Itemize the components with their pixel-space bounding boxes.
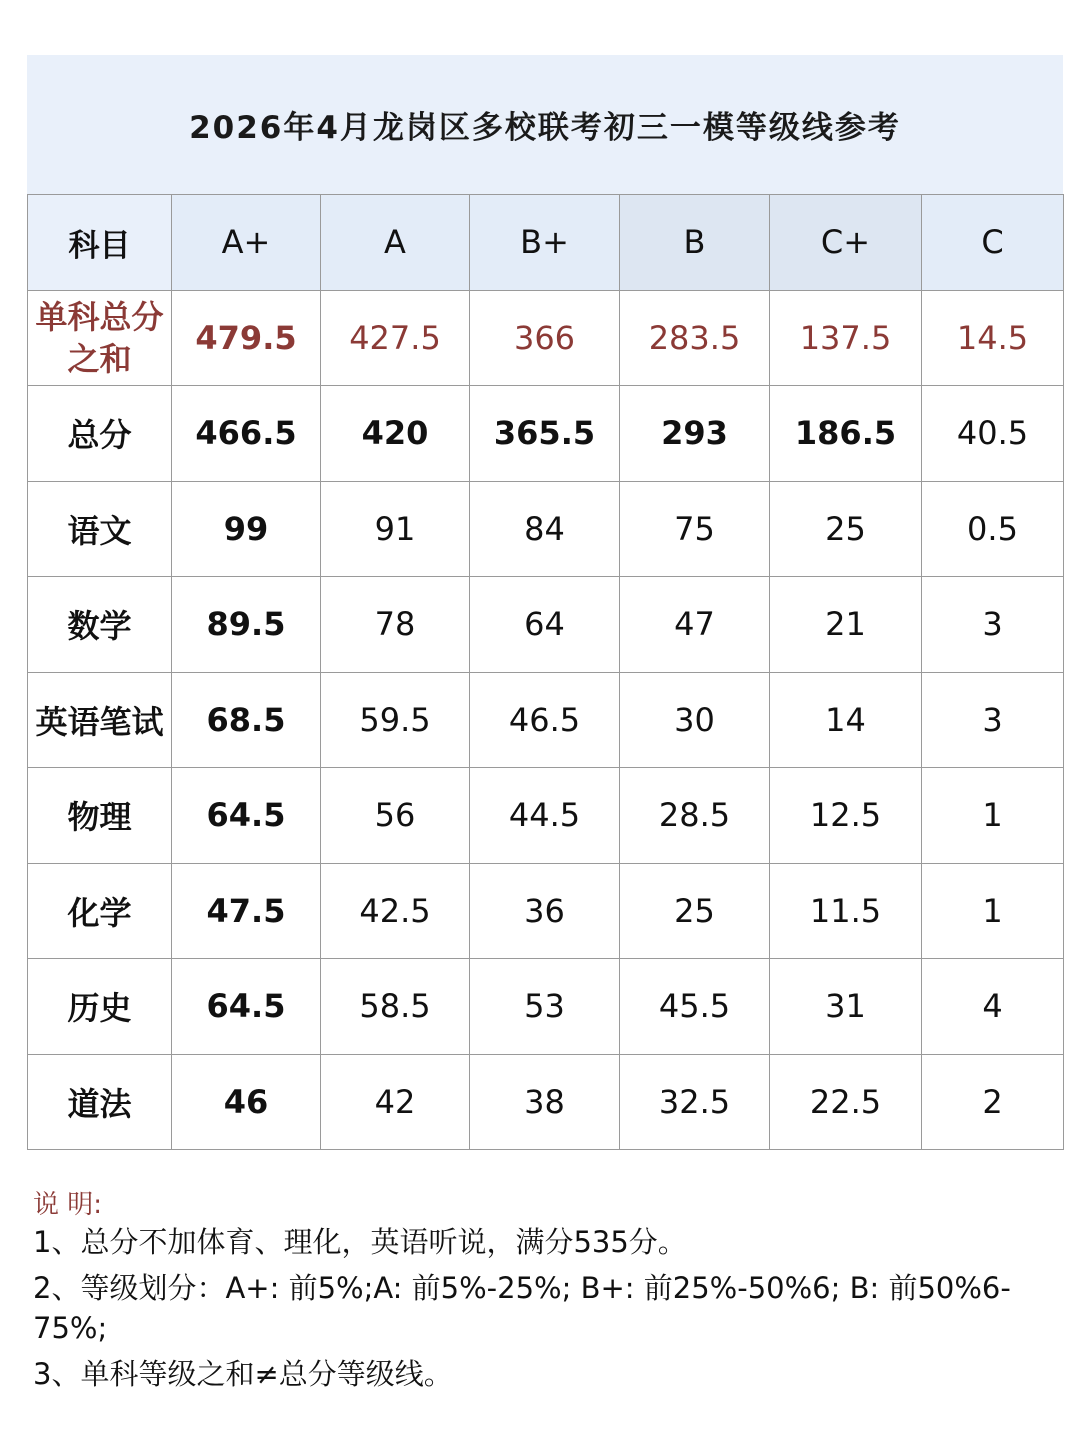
grade-cell: 22.5 — [770, 1054, 922, 1150]
table-row — [28, 672, 1064, 768]
grade-cell: 12.5 — [770, 768, 922, 864]
grade-cell: 91 — [321, 481, 470, 577]
grade-cell: 1 — [922, 768, 1064, 864]
column-header-subject: 科目 — [28, 195, 172, 291]
note-item: 2、等级划分：A+: 前5%;A: 前5%-25%; B+: 前25%-50%6; B: 前50%6- 75%; — [33, 1271, 1011, 1345]
grade-cell: 84 — [470, 481, 620, 577]
grade-cell: 46.5 — [470, 672, 620, 768]
grade-cell: 64.5 — [172, 768, 321, 864]
grade-cell: 75 — [620, 481, 770, 577]
column-header-grade: C — [922, 195, 1064, 291]
grade-cell: 427.5 — [321, 290, 470, 386]
grade-cell: 59.5 — [321, 672, 470, 768]
notes-heading: 说 明: — [33, 1190, 103, 1220]
grade-table — [27, 194, 1064, 1150]
grade-cell: 58.5 — [321, 959, 470, 1055]
table-row — [28, 481, 1064, 577]
grade-cell: 42.5 — [321, 863, 470, 959]
grade-cell: 3 — [922, 672, 1064, 768]
row-subject-label: 语文 — [28, 481, 172, 577]
grade-cell: 32.5 — [620, 1054, 770, 1150]
grade-cell: 47.5 — [172, 863, 321, 959]
grade-cell: 3 — [922, 577, 1064, 673]
grade-cell: 64.5 — [172, 959, 321, 1055]
grade-cell: 366 — [470, 290, 620, 386]
column-header-grade: A+ — [172, 195, 321, 291]
grade-cell: 99 — [172, 481, 321, 577]
table-row — [28, 959, 1064, 1055]
table-row — [28, 577, 1064, 673]
row-subject-label: 道法 — [28, 1054, 172, 1150]
grade-cell: 45.5 — [620, 959, 770, 1055]
row-subject-label: 化学 — [28, 863, 172, 959]
grade-cell: 2 — [922, 1054, 1064, 1150]
grade-cell: 64 — [470, 577, 620, 673]
grade-cell: 283.5 — [620, 290, 770, 386]
row-subject-label: 物理 — [28, 768, 172, 864]
grade-cell: 137.5 — [770, 290, 922, 386]
grade-cell: 25 — [770, 481, 922, 577]
sum-row — [28, 290, 1064, 386]
grade-cell: 25 — [620, 863, 770, 959]
table-header-row — [28, 195, 1064, 291]
grade-cell: 1 — [922, 863, 1064, 959]
grade-cell: 4 — [922, 959, 1064, 1055]
grade-cell: 21 — [770, 577, 922, 673]
grade-cell: 42 — [321, 1054, 470, 1150]
grade-cell: 56 — [321, 768, 470, 864]
grade-cell: 11.5 — [770, 863, 922, 959]
row-subject-label: 历史 — [28, 959, 172, 1055]
column-header-grade: A — [321, 195, 470, 291]
grade-cell: 47 — [620, 577, 770, 673]
column-header-grade: C+ — [770, 195, 922, 291]
grade-cell: 14.5 — [922, 290, 1064, 386]
grade-cell: 40.5 — [922, 386, 1064, 482]
table-row — [28, 768, 1064, 864]
row-subject-label: 单科总分之和 — [28, 290, 172, 386]
grade-cell: 68.5 — [172, 672, 321, 768]
note-item: 3、单科等级之和≠总分等级线。 — [33, 1357, 453, 1391]
grade-cell: 466.5 — [172, 386, 321, 482]
row-subject-label: 总分 — [28, 386, 172, 482]
column-header-grade: B — [620, 195, 770, 291]
grade-cell: 53 — [470, 959, 620, 1055]
notes-section — [33, 1188, 1043, 1400]
page-title: 2026年4月龙岗区多校联考初三一模等级线参考 — [27, 55, 1063, 194]
row-subject-label: 数学 — [28, 577, 172, 673]
grade-cell: 44.5 — [470, 768, 620, 864]
column-header-grade: B+ — [470, 195, 620, 291]
grade-cell: 46 — [172, 1054, 321, 1150]
grade-cell: 28.5 — [620, 768, 770, 864]
table-row — [28, 863, 1064, 959]
table-row — [28, 386, 1064, 482]
grade-cell: 420 — [321, 386, 470, 482]
grade-cell: 186.5 — [770, 386, 922, 482]
grade-cell: 36 — [470, 863, 620, 959]
grade-cell: 365.5 — [470, 386, 620, 482]
grade-sheet — [27, 55, 1063, 1150]
grade-cell: 89.5 — [172, 577, 321, 673]
grade-cell: 78 — [321, 577, 470, 673]
grade-cell: 31 — [770, 959, 922, 1055]
table-row — [28, 1054, 1064, 1150]
note-item: 1、总分不加体育、理化，英语听说，满分535分。 — [33, 1225, 687, 1259]
grade-cell: 293 — [620, 386, 770, 482]
grade-cell: 479.5 — [172, 290, 321, 386]
grade-cell: 38 — [470, 1054, 620, 1150]
grade-cell: 30 — [620, 672, 770, 768]
grade-cell: 0.5 — [922, 481, 1064, 577]
row-subject-label: 英语笔试 — [28, 672, 172, 768]
grade-cell: 14 — [770, 672, 922, 768]
